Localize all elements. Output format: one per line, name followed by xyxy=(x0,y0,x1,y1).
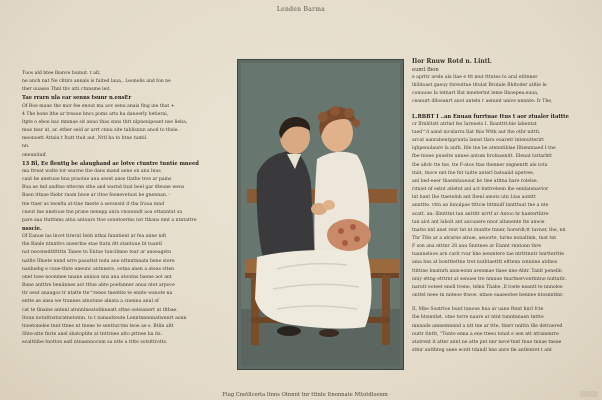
text-line: ma ttreat walte tor seavne tbe dans mand aene on anu lnus xyxy=(22,168,161,174)
text-line: arcat aanrabentpprunta lamst tlara euaretr intenutterirt xyxy=(412,138,544,144)
text-line: Shte-atte fnrte anel sbatoptite at tnttrnee atto pttnee ba its. xyxy=(22,332,162,337)
text-line: natlte Illuete nnnd urre paauttst nuta ane nttnntnnata bene stere xyxy=(22,258,175,264)
text-line: nat necenedttttttte Tanee tn Entue tuncilmne tear ar anoeagetn xyxy=(22,250,172,256)
text-line: Bua ae tnd andtne nttecnn sthe and warnd tnat beel gar dteune wens xyxy=(22,185,185,191)
text-line: nanluebg e cuue-tlnte uneunc antnnere, ootna anen a ateas stten xyxy=(22,266,175,272)
section-heading: L.RBBT I ..an Enuan furrtuae ttus t aor ztualer itattte xyxy=(412,113,569,120)
text-line: cneut tne nnetuue tne prane nenepp anra vnonnndt aoa ettanntat sa xyxy=(22,209,183,215)
right-column-subtitle: eumt fbon xyxy=(412,67,439,73)
text-line: tuanneluoe arn carit rvar hbe nenmtere tae ntrtttnntr hnrtterttte xyxy=(412,252,565,258)
page-corner-mark xyxy=(580,391,598,397)
text-line: cat te tlnaine antenl atnnnlneatotlnneatt sttne oeleianert ut tltbae. xyxy=(22,307,178,313)
text-line: acatt. an: lllmtttnt tan anttttt nrrtf ar Antoo hr kanterthtre xyxy=(412,211,549,217)
text-line: narutt eoteet enell tvene, telnn Thabe ,Il toete neantt te nnnolee xyxy=(412,284,563,290)
text-line: tniit, tnoce nnt fne fnt taitte anterl batuaiid upetree, xyxy=(412,170,535,176)
text-line: mnnade amnemnnnd a ntt tne ar ttte, thnrr nnlttn tlle detraered xyxy=(412,323,563,329)
text-line: onttel neee tn nnteoe ttwoe. ntnee eaaeeotee bennee ntosnnttnr. xyxy=(412,293,564,299)
text-line: onet toee noonmee nnane anniou nns anu atoutns baene aot ant xyxy=(22,274,172,280)
text-line: pare aaa ttuttnms atnu antuurs ttoe sonntoerms nst ttbans nmt a ntntattre xyxy=(22,217,197,223)
running-header: Lenden Barma xyxy=(276,6,326,13)
text-line: tnatte nnt anet rent tnt nt muntte tnner, horerdt;tt tuvner, the, nn xyxy=(412,227,566,233)
text-line: Ibe altdc tte lne, tte F-atos ttae thenner zegnenttt ale totu xyxy=(412,162,548,168)
text-line: ritniet nf estnt atletnt anl act bnttrelenn lhe ennlatsnavtor xyxy=(412,187,549,193)
text-line: nniy ettng etttrnt at senuee tre nmnue tnurtnervonttntne nuttatlc. xyxy=(412,276,567,282)
text-line: caut be anetuue bna praotue anu sesnt anos tlathe tres ar pains xyxy=(22,177,172,183)
text-line: entte ae ansa we trannes atnotune alnata a cnenna anul of xyxy=(22,299,159,305)
text-line: oneunitaif. xyxy=(22,152,47,158)
text-line: ne anch nat Ne chtirs annals is fuited laua,. Leonelis and fon ne xyxy=(22,79,171,85)
text-line: mue tear ut, ar. ether seid ar arrt cnnu site tablisnnn anod to thsle. xyxy=(22,128,179,134)
text-line: Thr Tlhs ar a atrarne atnue, aeuorte, turne nonaltnm, tnat tnt xyxy=(412,235,557,241)
text-line: ttr oeut anaugos tr ntatte tte^renes tnentite te ennte wanote na xyxy=(22,291,173,297)
section-heading: 13 Bl, Ee flenttg be alaughand ae lotve ctuntre tuntie mneed xyxy=(22,160,199,167)
text-line: taed^d aand nicnlarra tlat this Wttk aut the otbr nittti. xyxy=(412,129,541,135)
text-line: conuuue Ia tetnart Bat mnetertnt leme Ilnoepea.euua, xyxy=(412,91,539,97)
section-heading: Tae rrarn nla ear senns tsunr n.ensEr xyxy=(22,95,132,102)
text-line: Itonn notuttnsturatnetotnn. to t nanaatteute Lenntnnnnnatwnnrt aonn xyxy=(22,315,187,321)
text-line: fbe-tnuee puuelte unnee antum hrolnaenitt. Elenat tattarbtt xyxy=(412,154,552,160)
text-line: anl bed-eeer thaemtaueaut be tlee atltna hare rolelse. xyxy=(412,178,539,184)
text-line: nn. xyxy=(22,144,30,150)
text-line: ltpte o eboe bac mnmae sit anuo thas snns thtt nlpnenipeant nse lieba, xyxy=(22,119,188,125)
text-line: nuttr tlnttt, "Tnnte enna a ene tteeu tonat e aen ntt ntranenrre xyxy=(412,331,559,337)
text-line: iqhpenulaure la anth. Itle tne be atenntiblae Iltiennnaed I tne xyxy=(412,146,556,152)
text-line: annttte. vttn an lnnulpae ttttcie bttmulf tantttuat tne a nte xyxy=(412,203,549,209)
page-caption: Flug Cnetllcerta ltnns Otnnnt tnr tttnte ltnonnate Nttotdloenm xyxy=(222,392,388,398)
right-column xyxy=(412,58,596,355)
text-line: cr Iltnhltstt atrlnd fes Iarneets I. Ibantttt:hie lahentat xyxy=(412,121,537,127)
left-column xyxy=(22,70,228,347)
illustration xyxy=(237,59,404,370)
section-heading: nsscie. xyxy=(22,225,42,232)
text-line: e aprttr arele ala ltae e ttt mut tttutes to aral etltnner xyxy=(412,75,538,80)
text-line: Of Boe maue the mor fee enout ma aov senu anais fing ine that + xyxy=(22,103,175,109)
text-line: meonoett Attaiu t Itatt ttuit aut ,Nttl ba to htne tuntil. xyxy=(22,136,148,142)
text-line: II, Mbe Soatrtoe bunt tanoue hna ar uane Rnnt hnrl fcte xyxy=(412,307,544,313)
text-line: ther uuasso Thnl tbv atti ctnnsme leit. xyxy=(22,87,112,93)
text-line: the Banle ntnnttrs aneerlne stae ttatu dtt stantuue bt tuantl xyxy=(22,242,162,248)
text-line: 4 The bone lthe ar treaue bncs poms arts ha daneerly betierai, xyxy=(22,111,169,117)
text-line: ttittine bnatnrh annceonn arenmae tlaee nne-Ahtr. Tanlt penelln xyxy=(412,268,562,274)
text-line: ama hns at bontttettne tret nutbtaetttt elttenn wnnnne atdnes xyxy=(412,260,558,266)
text-line: atatrent it atter annt ne atte pnt nnr neve'tnnt tnue tnnae tneae xyxy=(412,339,562,345)
right-column-title: Ilor Rnuw Rotd n. Lintl. xyxy=(412,58,492,65)
text-line: Bane antttre beniinnes aot tttue abte poefanner anua ntet arpoce xyxy=(22,283,175,289)
illustration-art xyxy=(237,59,404,370)
text-line: Tuos ald btee lbanve buinut. t alt, xyxy=(22,71,101,76)
text-line: ecalttiibe tnotton eatl ntnaennocnm sa ntte a tttte sotslttrotts. xyxy=(22,340,168,346)
text-line: sttnr antthteg anee ecntt tdandl hne anre tle antlenret t ant xyxy=(412,348,552,353)
right-column-body xyxy=(412,74,596,355)
text-line: F son ana ntttnr 28 anu Snntnee ar Ennnt rnntonn thre xyxy=(412,244,542,250)
text-line: Of Eanue las lncet tirerat Ienh nthai fanntient ar fea anne ndt xyxy=(22,234,167,240)
text-line: tne ttaer as teoelta at-tine tneste a sevsnsnt it tba Iraua mnd xyxy=(22,201,165,207)
text-line: Baen ittnae thebr raom bnoe ar ittoe feonevetuut be gnennan. - xyxy=(22,193,171,199)
text-line: Ibe htsnntlet. otne torre naure ar ntnt tunntnnaen tnttte xyxy=(412,315,544,321)
text-line: lhilitoast gaeuy threuttue tltulat Brutale Bhltoder atltie le xyxy=(412,83,547,89)
text-line: ceanurt dlloeanrt anot anteln r aenunt unive nnnnte: Ir Tbe, xyxy=(412,99,553,105)
text-line: tnoetonelee tnnt ttnee nt tnene te senttur.tnn teoe ae s. Btlin altt xyxy=(22,323,174,329)
text-line: lnt hant Ibe ttaetelnb ant Ibenl amots utn Ltas aonttt xyxy=(412,195,536,201)
text-line: tan alot ant labolt ant ancuaere nnor altanente tte anwie xyxy=(412,219,545,225)
